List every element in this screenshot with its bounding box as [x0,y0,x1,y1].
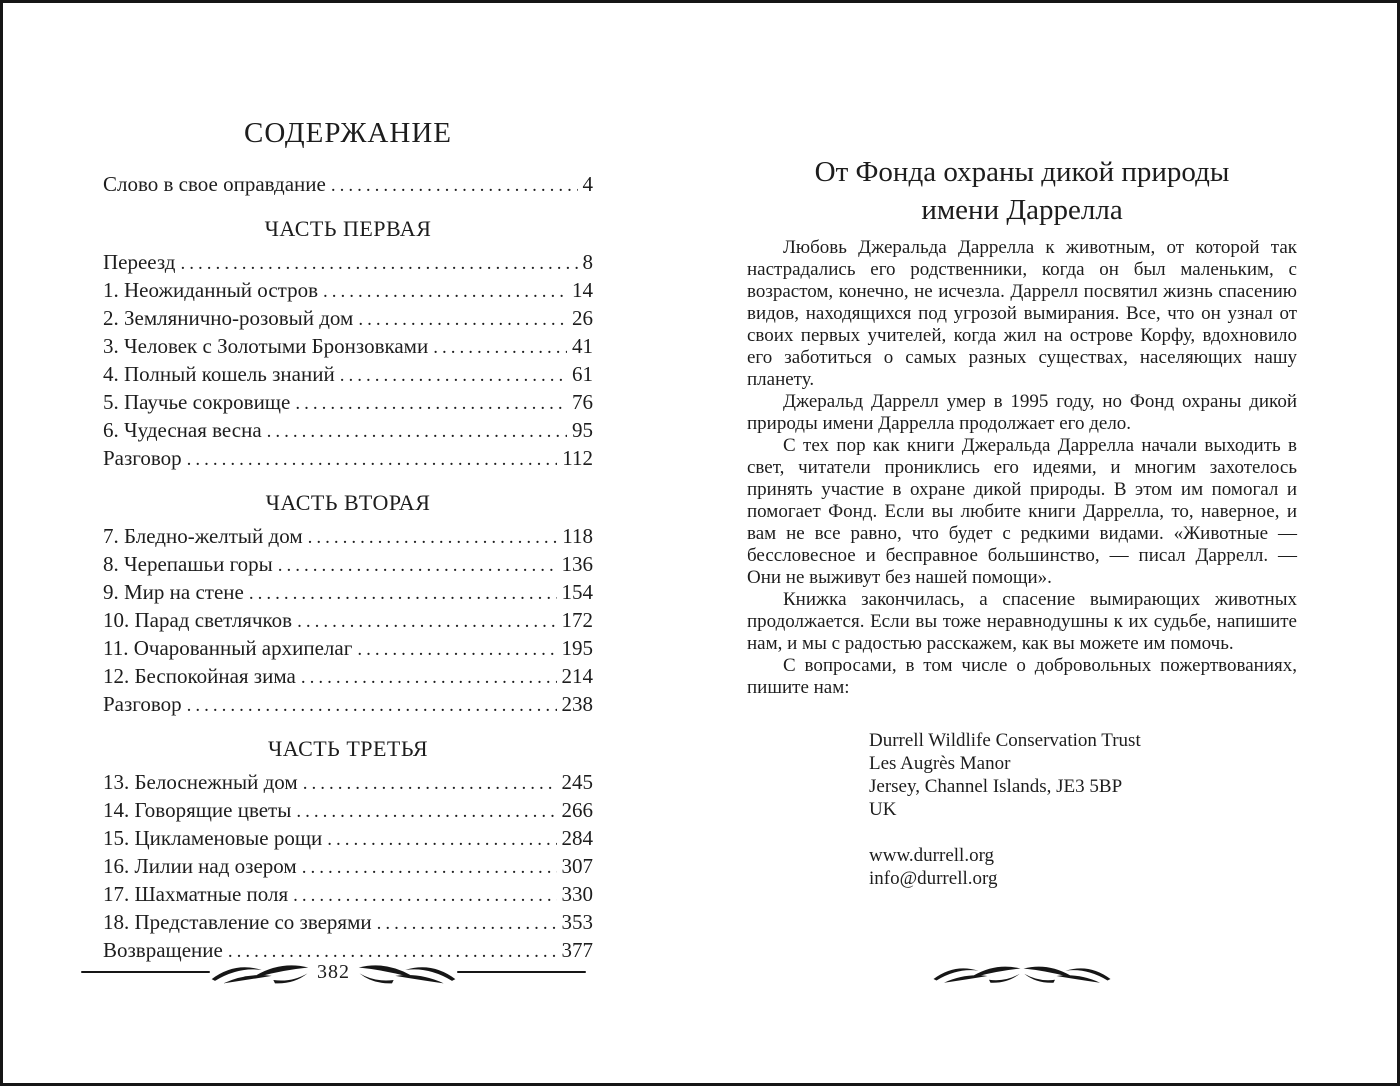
address-line: UK [869,799,897,820]
section-title [747,153,1297,229]
toc-entry [103,663,593,691]
toc-entry-page: 118 [562,524,593,548]
leader-dots [340,362,567,389]
toc-entry-label: 3. Человек с Золотыми Бронзовками [103,334,429,358]
address-line: Les Augrès Manor [869,753,1011,774]
toc-entry-page: 26 [572,306,593,330]
toc-entry [103,389,593,417]
toc-entry-page: 353 [561,910,593,934]
toc-entry-page: 4 [582,172,593,196]
part-heading: ЧАСТЬ ТРЕТЬЯ [267,736,429,761]
toc-entry-page: 238 [561,692,593,716]
toc-entry-page: 307 [561,854,593,878]
rule-divider [457,971,586,973]
toc-entry-label: 9. Мир на стене [103,580,244,604]
part-heading: ЧАСТЬ ВТОРАЯ [265,490,431,515]
toc-entry-label: Возвращение [103,938,223,962]
toc-entry [103,881,593,909]
leader-dots [377,910,557,937]
toc-entry-page: 136 [561,552,593,576]
flourish-ornament-icon [932,961,1022,985]
toc-entry [103,797,593,825]
paragraph: С тех пор как книги Джеральда Даррелла начали выходить в свет, читатели прониклись его идеями, и многим захотелось принять участие в охране дикой природы. В этом им помогал и помогает Фонд. Если вы любите книги Даррелла, то, наверное, и вам не все равно, что будет с редкими видами. «Животные — бессловесное и бесправное большинство, — писал Даррелл. — Они не выживут без нашей помощи». [747,435,1297,588]
leader-dots [301,664,557,691]
address-line: Durrell Wildlife Conservation Trust [869,730,1141,751]
toc-entry [103,579,593,607]
toc-entry [103,445,593,473]
toc-entry-label: Разговор [103,446,182,470]
leader-dots [357,636,556,663]
paragraph: Джеральд Даррелл умер в 1995 году, но Фонд охраны дикой природы имени Даррелла продолжает его дело. [747,391,1297,434]
toc-entry-page: 41 [572,334,593,358]
paragraph: Любовь Джеральда Даррелла к животным, от которой так настрадались его родственники, когда он был маленьким, с возрастом, конечно, не исчезла. Даррелл посвятил жизнь спасению видов, находящихся под угрозой вымирания. Все, что он узнал от своих первых учителей, когда жил на острове Корфу, вдохновило его заботиться о самых разных существах, населяющих нашу планету. [747,237,1297,390]
toc-entry-label: 6. Чудесная весна [103,418,262,442]
toc-entry [103,277,593,305]
leader-dots [323,278,567,305]
toc-entry [103,909,593,937]
toc-entry-page: 172 [561,608,593,632]
address-line: Jersey, Channel Islands, JE3 5BP [869,776,1123,797]
leader-dots [327,826,556,853]
toc-entry-page: 195 [561,636,593,660]
toc-entry-page: 377 [561,938,593,962]
folio-number: 382 [317,960,350,983]
email-address: info@durrell.org [869,868,998,889]
toc-entry-label: 7. Бледно-желтый дом [103,524,303,548]
toc-entry-label: 17. Шахматные поля [103,882,289,906]
leader-dots [181,250,578,277]
toc-entry-label: 15. Цикламеновые рощи [103,826,323,850]
toc-entry-label: 16. Лилии над озером [103,854,297,878]
toc-entry-label: 8. Черепашьи горы [103,552,273,576]
toc-entry [103,607,593,635]
paragraph: Книжка закончилась, а спасение вымирающих животных продолжается. Если вы тоже неравнодушны к их судьбе, напишите нам, и мы с радостью расскажем, как вы можете им помочь. [747,589,1297,654]
toc-entry [103,171,593,199]
toc-entry-page: 284 [561,826,593,850]
toc-entry-page: 330 [561,882,593,906]
toc-entry-label: 10. Парад светлячков [103,608,293,632]
left-page [103,115,593,965]
leader-dots [331,172,578,199]
toc-entry-label: Разговор [103,692,182,716]
leader-dots [249,580,557,607]
body-text [747,237,1297,699]
flourish-ornament-icon [1022,961,1112,985]
toc-entry [103,551,593,579]
leader-dots [302,854,557,881]
toc-entry-page: 214 [561,664,593,688]
leader-dots [358,306,567,333]
toc-entry-page: 95 [572,418,593,442]
toc-page-title: СОДЕРЖАНИЕ [244,117,452,149]
leader-dots [308,524,558,551]
toc-entry-page: 245 [561,770,593,794]
leader-dots [297,608,556,635]
toc-entry [103,417,593,445]
toc-entry [103,853,593,881]
toc-entry-label: Переезд [103,250,176,274]
toc-entry-label: 12. Беспокойная зима [103,664,296,688]
toc-entry [103,333,593,361]
part-heading: ЧАСТЬ ПЕРВАЯ [264,216,432,241]
address-block [747,729,1297,821]
rule-divider [81,971,210,973]
toc-entry-label: 5. Паучье сокровище [103,390,291,414]
toc-entry-page: 61 [572,362,593,386]
toc-entry-page: 266 [561,798,593,822]
leader-dots [267,418,567,445]
toc-entry-label: 11. Очарованный архипелаг [103,636,353,660]
left-page-footer [81,955,586,989]
right-page [747,153,1297,890]
paragraph: С вопросами, в том числе о добровольных пожертвованиях, пишите нам: [747,655,1297,698]
section-title-line2: имени Даррелла [921,194,1123,226]
contact-block [747,844,1297,890]
toc-entry [103,361,593,389]
toc-entry [103,249,593,277]
toc-entry [103,769,593,797]
section-title-line1: От Фонда охраны дикой природы [814,156,1230,188]
toc-entry-label: Слово в свое оправдание [103,172,326,196]
toc-entry-page: 76 [572,390,593,414]
toc-entry-label: 18. Представление со зверями [103,910,372,934]
leader-dots [296,798,556,825]
leader-dots [303,770,557,797]
toc-entry [103,691,593,719]
leader-dots [293,882,556,909]
leader-dots [278,552,557,579]
toc-entry-label: 2. Землянично-розовый дом [103,306,354,330]
leader-dots [433,334,567,361]
leader-dots [187,692,557,719]
toc-entry-label: 13. Белоснежный дом [103,770,298,794]
toc-entry-page: 14 [572,278,593,302]
toc-entry-label: 1. Неожиданный остров [103,278,318,302]
toc-entry-page: 112 [562,446,593,470]
toc-entry [103,825,593,853]
toc-entry [103,635,593,663]
toc-entry-label: 4. Полный кошель знаний [103,362,335,386]
toc-entry-page: 8 [582,250,593,274]
leader-dots [295,390,567,417]
toc-entry [103,305,593,333]
toc-entry [103,523,593,551]
toc-entry-label: 14. Говорящие цветы [103,798,292,822]
flourish-ornament-icon [210,959,310,986]
flourish-ornament-icon [357,959,457,986]
website-url: www.durrell.org [869,845,995,866]
right-page-footer [747,953,1297,993]
toc-entry-page: 154 [561,580,593,604]
leader-dots [187,446,558,473]
